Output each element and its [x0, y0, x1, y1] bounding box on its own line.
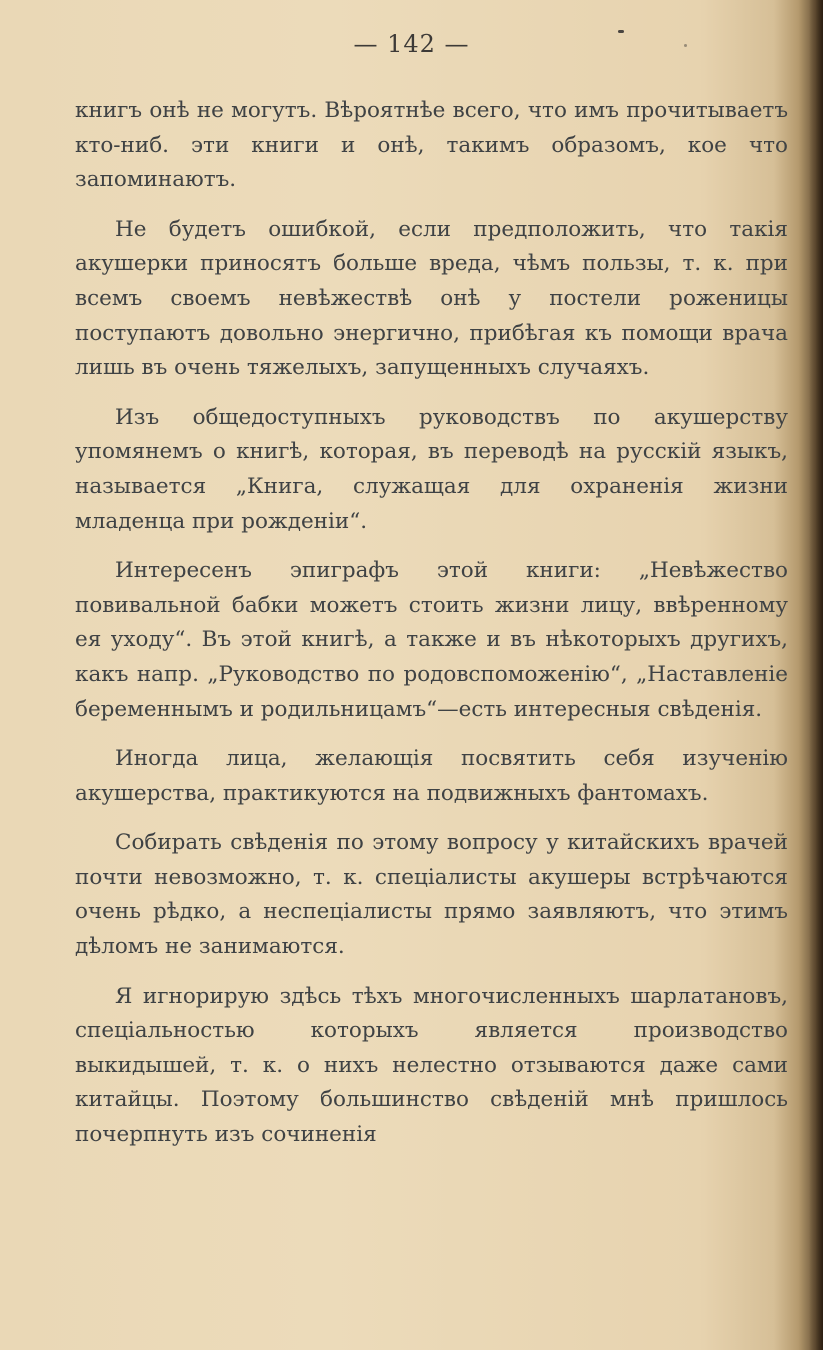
- ink-speck: [618, 30, 624, 33]
- page-edge-shadow: [809, 0, 823, 1350]
- paragraph: книгъ онѣ не могутъ. Вѣроятнѣе всего, что имъ прочитываетъ кто-ниб. эти книги и онѣ, такимъ образомъ, кое что запоминаютъ.: [75, 98, 788, 193]
- paragraph: Не будетъ ошибкой, если предположить, что такія акушерки приносятъ больше вреда, чѣмъ пользы, т. к. при всемъ своемъ невѣжествѣ онѣ у постели роженицы поступаютъ довольно энергично, прибѣгая къ помощи врача лишь въ очень тяжелыхъ, запущенныхъ случаяхъ.: [75, 216, 788, 381]
- body-text: [75, 94, 788, 1168]
- paragraph: Я игнорирую здѣсь тѣхъ многочисленныхъ шарлатановъ, спеціальностью которыхъ является производство выкидышей, т. к. о нихъ нелестно отзываются даже сами китайцы. Поэтому большинство свѣденій мнѣ пришлось почерпнуть изъ сочиненія: [75, 983, 788, 1148]
- paragraph: Интересенъ эпиграфъ этой книги: „Невѣжество повивальной бабки можетъ стоить жизни лицу, ввѣренному ея уходу“. Въ этой книгѣ, а также и въ нѣкоторыхъ другихъ, какъ напр. „Руководство по родовспоможенію“, „Наставленіе беременнымъ и родильницамъ“—есть интересныя свѣденія.: [75, 558, 788, 722]
- page-number: — 142 —: [353, 30, 470, 58]
- paragraph: Иногда лица, желающія посвятить себя изученію акушерства, практикуются на подвижныхъ фантомахъ.: [75, 746, 788, 806]
- paragraph: Собирать свѣденія по этому вопросу у китайскихъ врачей почти невозможно, т. к. спеціалисты акушеры встрѣчаются очень рѣдко, а неспеціалисты прямо заявляютъ, что этимъ дѣломъ не занимаются.: [75, 830, 788, 960]
- ink-speck: [684, 44, 687, 47]
- paragraph: Изъ общедоступныхъ руководствъ по акушерству упомянемъ о книгѣ, которая, въ переводѣ на русскій языкъ, называется „Книга, служащая для охраненія жизни младенца при рожденіи“.: [75, 404, 788, 534]
